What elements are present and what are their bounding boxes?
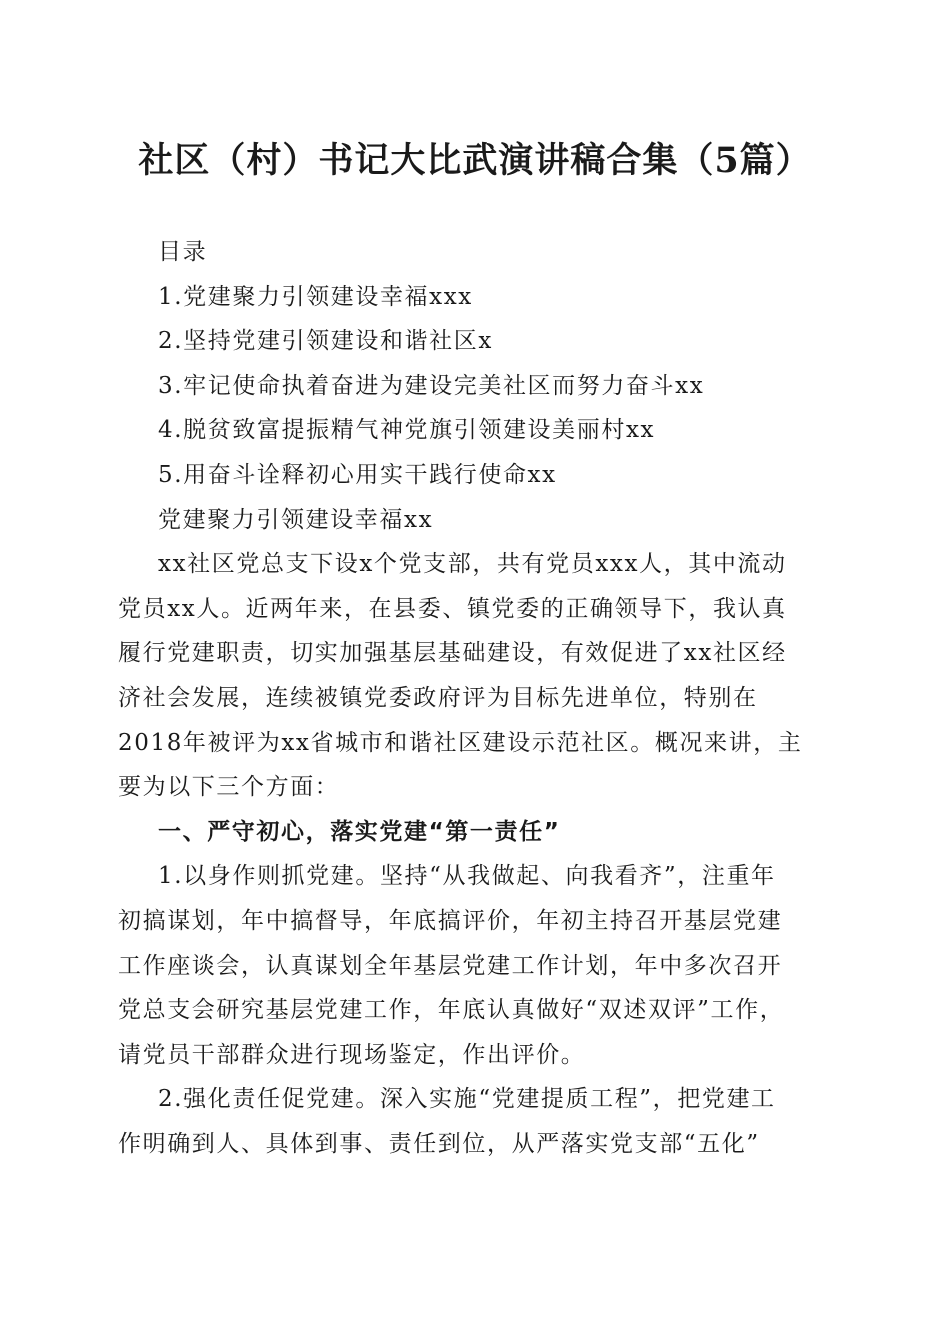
intro-line: 要为以下三个方面： (118, 774, 340, 801)
point-line: 初搞谋划，年中搞督导，年底搞评价，年初主持召开基层党建 (118, 907, 783, 934)
article-title: 党建聚力引领建设幸福xx (158, 506, 434, 533)
toc-item: 3.牢记使命执着奋进为建设完美社区而努力奋斗xx (158, 372, 705, 399)
document-body (118, 230, 834, 1166)
intro-line: 济社会发展，连续被镇党委政府评为目标先进单位，特别在 (118, 684, 758, 711)
toc-item: 4.脱贫致富提振精气神党旗引领建设美丽村xx (158, 417, 656, 444)
toc-item: 1.党建聚力引领建设幸福xxx (158, 283, 473, 310)
document-title: 社区（村）书记大比武演讲稿合集（5篇） (138, 140, 812, 181)
point-line: 党总支会研究基层党建工作，年底认真做好“双述双评”工作， (118, 997, 785, 1024)
intro-line: 党员xx人。近两年来，在县委、镇党委的正确领导下，我认真 (118, 595, 787, 622)
section-heading: 一、严守初心，落实党建“第一责任” (158, 818, 561, 845)
point-line: 请党员干部群众进行现场鉴定，作出评价。 (118, 1041, 586, 1068)
point-line: 工作座谈会，认真谋划全年基层党建工作计划，年中多次召开 (118, 952, 783, 979)
point-line: 2.强化责任促党建。深入实施“党建提质工程”，把党建工 (158, 1086, 776, 1113)
point-line: 作明确到人、具体到事、责任到位，从严落实党支部“五化” (118, 1130, 760, 1157)
intro-line: 2018年被评为xx省城市和谐社区建设示范社区。概况来讲，主 (118, 729, 803, 756)
point-line: 1.以身作则抓党建。坚持“从我做起、向我看齐”，注重年 (158, 863, 776, 890)
intro-line: 履行党建职责，切实加强基层基础建设，有效促进了xx社区经 (118, 640, 787, 667)
toc-item: 2.坚持党建引领建设和谐社区x (158, 328, 493, 355)
intro-line: xx社区党总支下设x个党支部，共有党员xxx人，其中流动 (158, 551, 787, 578)
toc-item: 5.用奋斗诠释初心用实干践行使命xx (158, 461, 557, 488)
toc-heading: 目录 (158, 239, 208, 265)
